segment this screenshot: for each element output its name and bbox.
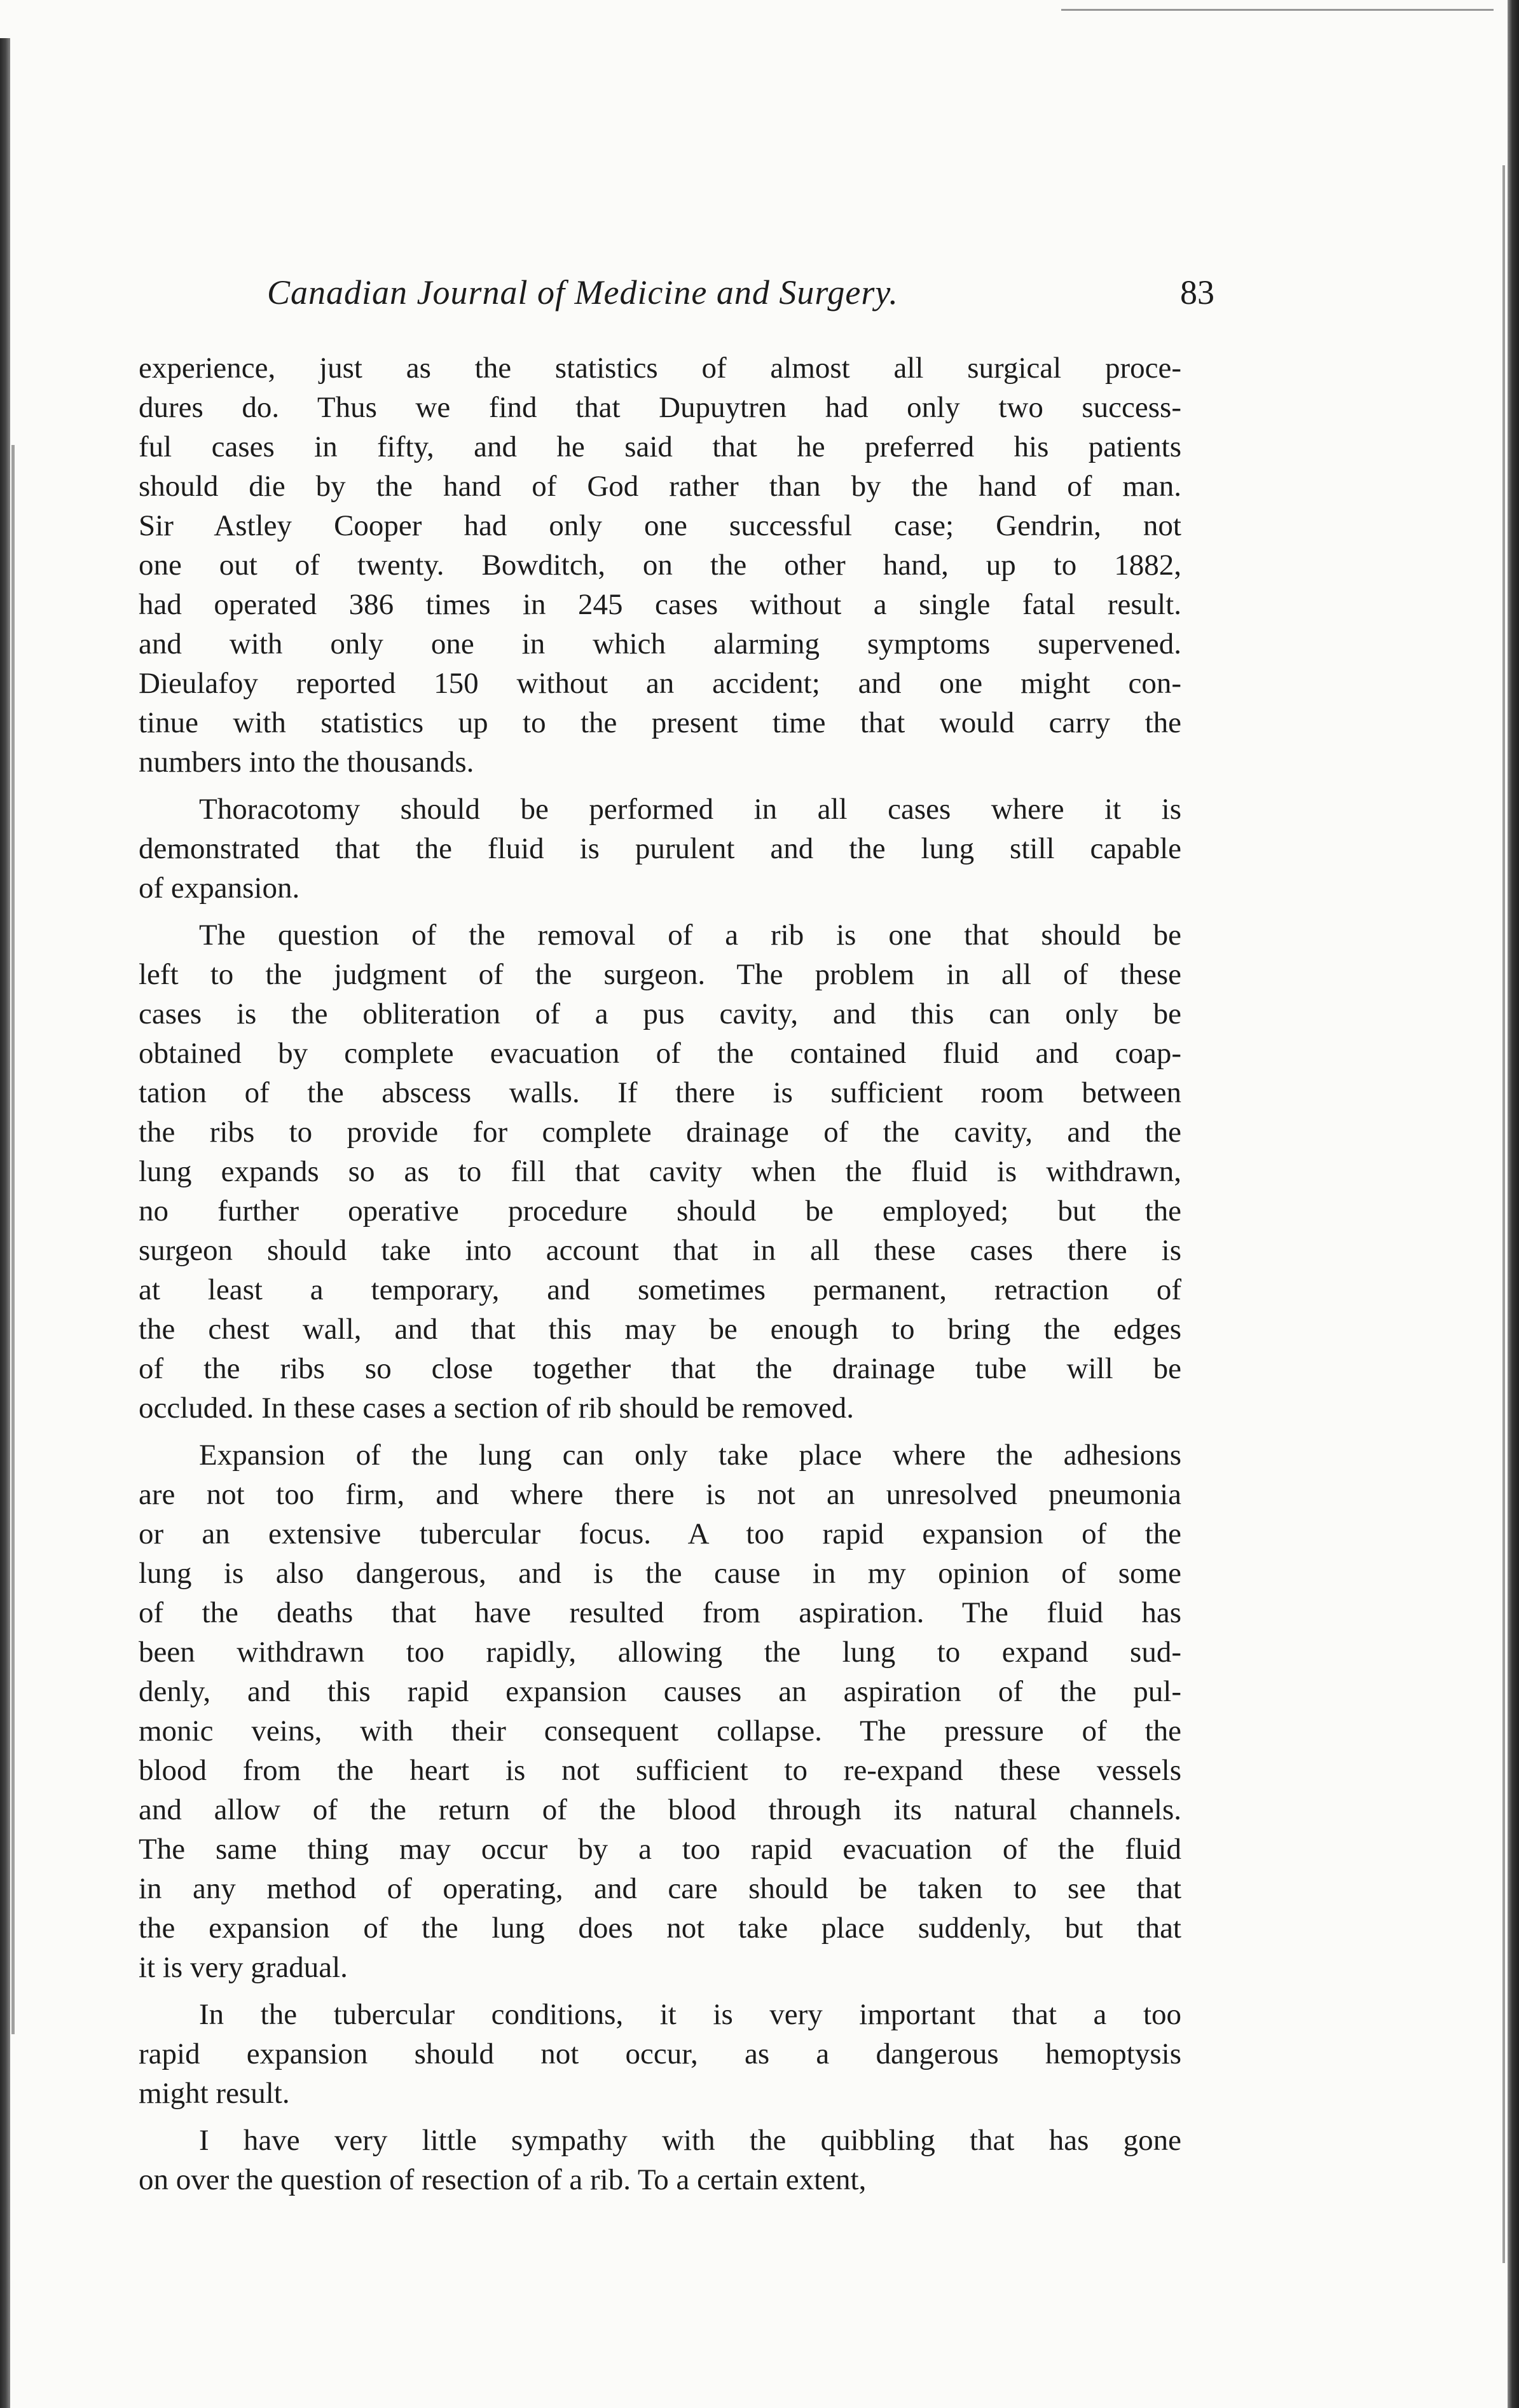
text-line: ful cases in fifty, and he said that he preferred his patients — [139, 430, 1181, 463]
text-line: of the deaths that have resulted from aspiration. The fluid has — [139, 1596, 1181, 1629]
paragraph — [139, 1995, 1181, 2113]
text-line: lung expands so as to fill that cavity when the fluid is withdrawn, — [139, 1155, 1181, 1188]
text-line: in any method of operating, and care should be taken to see that — [139, 1872, 1181, 1905]
right-binding-edge — [1508, 0, 1519, 2408]
text-line: Thoracotomy should be performed in all cases where it is — [199, 793, 1181, 826]
text-line: monic veins, with their consequent collapse. The pressure of the — [139, 1714, 1181, 1748]
text-line: and with only one in which alarming symptoms supervened. — [139, 627, 1181, 660]
text-line: should die by the hand of God rather than by the hand of man. — [139, 470, 1181, 503]
left-binding-shadow — [11, 445, 15, 2034]
text-line: it is very gradual. — [139, 1951, 348, 1984]
text-line: denly, and this rapid expansion causes an aspiration of the pul- — [139, 1675, 1181, 1708]
paragraph — [139, 348, 1181, 782]
text-line: tation of the abscess walls. If there is sufficient room between — [139, 1076, 1181, 1109]
text-line: one out of twenty. Bowditch, on the other hand, up to 1882, — [139, 549, 1181, 582]
text-line: of expansion. — [139, 872, 300, 905]
text-line: had operated 386 times in 245 cases without a single fatal result. — [139, 588, 1181, 621]
text-line: on over the question of resection of a rib. To a certain extent, — [139, 2163, 867, 2196]
text-line: Expansion of the lung can only take place where the adhesions — [199, 1439, 1181, 1472]
text-line: lung is also dangerous, and is the cause in my opinion of some — [139, 1557, 1181, 1590]
text-line: In the tubercular conditions, it is very important that a too — [199, 1998, 1181, 2031]
text-line: tinue with statistics up to the present time that would carry the — [139, 706, 1181, 739]
text-line: dures do. Thus we find that Dupuytren had only two success- — [139, 391, 1181, 424]
text-line: The question of the removal of a rib is one that should be — [199, 919, 1181, 952]
text-line: occluded. In these cases a section of rib should be removed. — [139, 1392, 855, 1425]
text-line: are not too firm, and where there is not an unresolved pneumonia — [139, 1478, 1181, 1511]
text-line: blood from the heart is not sufficient to re-expand these vessels — [139, 1754, 1181, 1787]
text-line: demonstrated that the fluid is purulent and the lung still capable — [139, 832, 1181, 865]
paragraph — [139, 1435, 1181, 1987]
text-line: the expansion of the lung does not take place suddenly, but that — [139, 1912, 1181, 1945]
text-line: the chest wall, and that this may be enough to bring the edges — [139, 1313, 1181, 1346]
text-line: obtained by complete evacuation of the contained fluid and coap- — [139, 1037, 1181, 1070]
text-line: the ribs to provide for complete drainage of the cavity, and the — [139, 1116, 1181, 1149]
text-line: surgeon should take into account that in all these cases there is — [139, 1234, 1181, 1267]
text-line: rapid expansion should not occur, as a dangerous hemoptysis — [139, 2037, 1181, 2070]
text-line: numbers into the thousands. — [139, 746, 474, 779]
text-line: cases is the obliteration of a pus cavity, and this can only be — [139, 997, 1181, 1030]
paragraph — [139, 2121, 1181, 2199]
text-line: and allow of the return of the blood through its natural channels. — [139, 1793, 1181, 1826]
text-line: The same thing may occur by a too rapid evacuation of the fluid — [139, 1833, 1181, 1866]
paragraph — [139, 790, 1181, 908]
text-line: might result. — [139, 2077, 290, 2110]
page-header — [267, 267, 1214, 318]
text-line: left to the judgment of the surgeon. The problem in all of these — [139, 958, 1181, 991]
paragraph — [139, 915, 1181, 1428]
article-body — [139, 348, 1181, 2207]
text-line: been withdrawn too rapidly, allowing the lung to expand sud- — [139, 1636, 1181, 1669]
right-binding-shadow — [1502, 165, 1505, 2263]
text-line: Dieulafoy reported 150 without an accident; and one might con- — [139, 667, 1181, 700]
top-edge-rule — [1061, 9, 1494, 11]
text-line: or an extensive tubercular focus. A too rapid expansion of the — [139, 1517, 1181, 1550]
text-line: I have very little sympathy with the quibbling that has gone — [199, 2124, 1181, 2157]
text-line: experience, just as the statistics of almost all surgical proce- — [139, 352, 1181, 385]
text-line: at least a temporary, and sometimes permanent, retraction of — [139, 1273, 1181, 1306]
text-line: no further operative procedure should be employed; but the — [139, 1194, 1181, 1228]
text-line: of the ribs so close together that the drainage tube will be — [139, 1352, 1181, 1385]
page-number: 83 — [1180, 273, 1214, 311]
text-line: Sir Astley Cooper had only one successful case; Gendrin, not — [139, 509, 1181, 542]
left-binding-edge — [0, 38, 10, 2408]
running-head: Canadian Journal of Medicine and Surgery. — [267, 273, 898, 311]
